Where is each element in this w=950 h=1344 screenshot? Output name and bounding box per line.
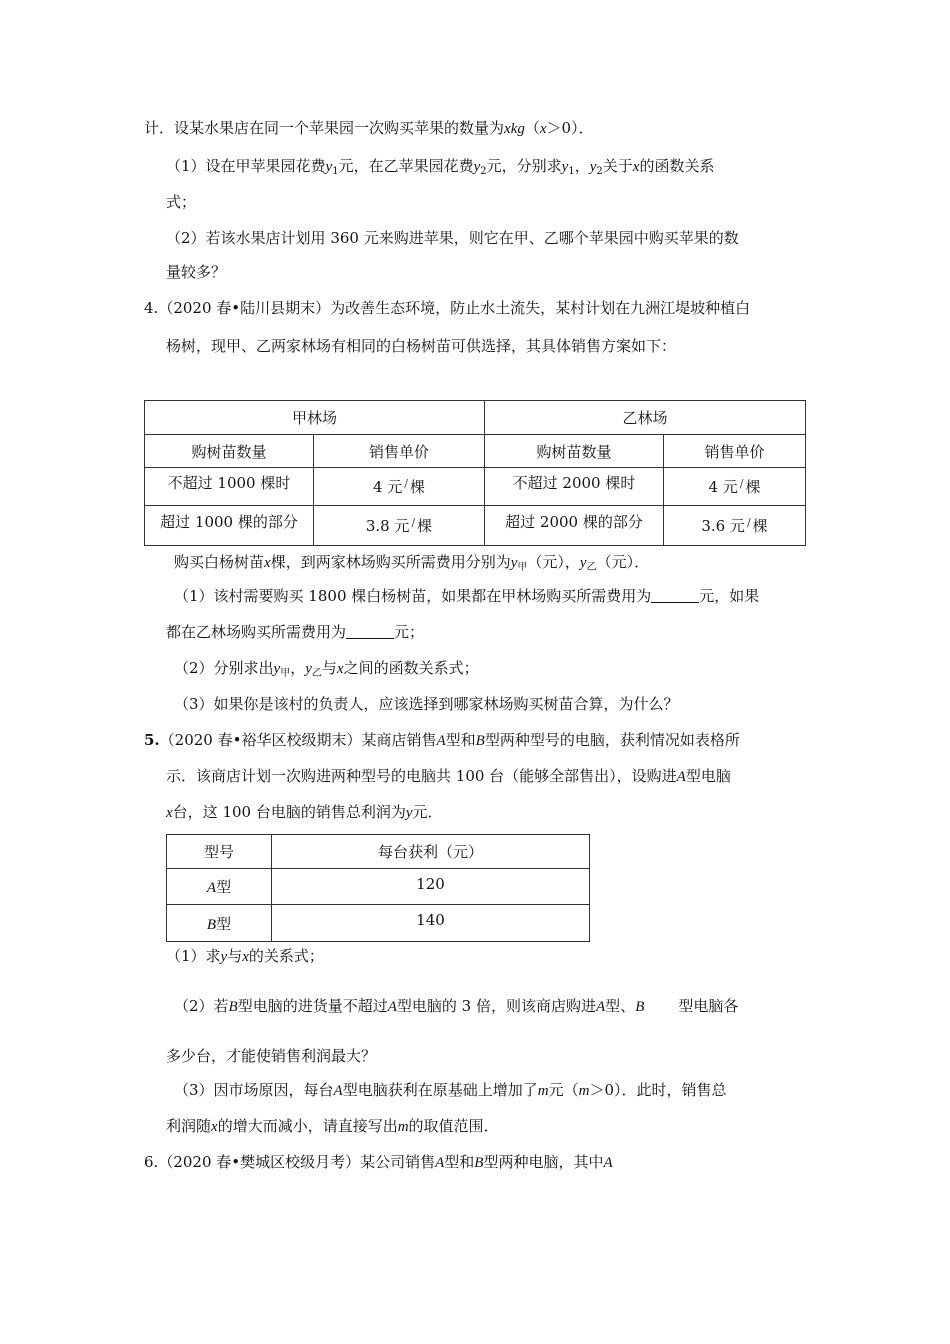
text: 的函数关系 [639, 157, 715, 175]
text: 元，分别求 [486, 157, 562, 175]
text: ＞0）．此时，销售总 [589, 1081, 727, 1099]
var-y: y [273, 661, 281, 677]
col-qty: 购树苗数量 [145, 435, 314, 468]
cell [314, 468, 485, 506]
col-qty: 购树苗数量 [485, 435, 664, 468]
p4-line1 [144, 298, 750, 318]
unit: 棵 [745, 478, 761, 496]
p5-q2-line2: 多少台，才能使销售利润最大？ [166, 1047, 377, 1065]
p5-q1 [166, 946, 324, 967]
cell [664, 468, 806, 506]
var-B: B [474, 1155, 484, 1171]
var-x: x [211, 1119, 218, 1135]
text: 型两种型号的电脑，获利情况如表格所 [484, 731, 740, 749]
text: （元）． [596, 553, 650, 571]
text: （2）若 [174, 997, 229, 1015]
var-y: y [473, 159, 481, 175]
text: 元（ [548, 1081, 579, 1099]
p3-q1-line1 [166, 156, 714, 182]
var-y: y [579, 555, 587, 571]
answer-blank[interactable] [651, 588, 699, 603]
text: 利润随 [166, 1117, 212, 1135]
var-A: A [603, 1155, 613, 1171]
cell: 不超过 2000 棵时 [485, 468, 664, 506]
p4-q3: （3）如果你是该村的负责人，应该选择到哪家林场购买树苗合算，为什么？ [174, 695, 679, 713]
text: （3）因市场原因，每台 [174, 1081, 334, 1099]
text: 与 [227, 947, 243, 965]
header-profit: 每台获利（元） [272, 835, 590, 869]
slash: / [739, 477, 744, 490]
var-x: x [264, 555, 271, 571]
var-m: m [578, 1083, 590, 1099]
p5-q2-line1 [174, 996, 738, 1017]
text: 元； [394, 623, 425, 641]
var-x: x [166, 805, 173, 821]
text: （2020 春•裕华区校级期末）某商店销售 [159, 731, 437, 749]
var-A: A [596, 999, 606, 1015]
subscript: 甲 [280, 668, 291, 679]
slash: / [746, 516, 751, 529]
text: 型电脑各 [678, 997, 739, 1015]
price: 3.6 元 [701, 517, 745, 535]
price: 3.8 元 [365, 517, 410, 535]
cell: 不超过 1000 棵时 [145, 468, 314, 506]
header-yi: 乙林场 [485, 401, 806, 435]
text: ， [574, 157, 590, 175]
p3-q2-line1: （2）若该水果店计划用 360 元来购进苹果，则它在甲、乙哪个苹果园中购买苹果的数 [166, 229, 739, 247]
subscript: 乙 [311, 668, 322, 679]
text: 计．设某水果店在同一个苹果园一次购买苹果的数量为 [144, 119, 505, 137]
unit: 棵 [752, 517, 768, 535]
text: （1）该村需要购买 1800 棵白杨树苗，如果都在甲林场购买所需费用为 [174, 587, 652, 605]
text: 的取值范围． [408, 1117, 499, 1135]
var-y: y [305, 661, 312, 677]
text: 之间的函数关系式； [343, 659, 479, 677]
p4-q1-line2 [166, 622, 424, 642]
text: 型电脑的 3 倍，则该商店购进 [396, 997, 596, 1015]
text: 购买白杨树苗 [174, 553, 265, 571]
p5-line1 [144, 730, 740, 751]
var-m: m [537, 1083, 549, 1099]
var-B: B [206, 916, 217, 933]
var-x: x [632, 159, 640, 175]
unit: 棵 [410, 478, 426, 496]
col-price: 销售单价 [314, 435, 485, 468]
problem-number: 4. [144, 299, 159, 317]
answer-blank[interactable] [346, 624, 394, 639]
var-B: B [475, 733, 485, 749]
text: 型和 [445, 731, 476, 749]
var-A: A [436, 733, 446, 749]
var-y: y [220, 949, 228, 965]
text: 元，在乙苹果园花费 [338, 157, 474, 175]
var-B: B [228, 999, 238, 1015]
var-x: x [242, 949, 249, 965]
var-y: y [405, 805, 413, 821]
text: 型电脑的进货量不超过 [237, 997, 388, 1015]
var-x: x [336, 661, 344, 677]
subscript: 乙 [586, 562, 597, 573]
subscript: 2 [480, 166, 487, 177]
p4-q2 [174, 658, 479, 684]
cell [167, 869, 272, 905]
text: 型两种电脑，其中 [483, 1153, 604, 1171]
text: 型和 [444, 1153, 475, 1171]
header-model: 型号 [167, 835, 272, 869]
var-A: A [206, 880, 217, 896]
text: 的关系式； [248, 947, 324, 965]
text: 的增大而减小，请直接写出 [217, 1117, 398, 1135]
text: 都在乙林场购买所需费用为 [166, 623, 347, 641]
p4-q1-line1 [174, 586, 759, 606]
text: 示．该商店计划一次购进两种型号的电脑共 100 台（能够全部售出），设购进 [166, 767, 677, 785]
text: 元，如果 [699, 587, 760, 605]
text: （2020 春•樊城区校级月考）某公司销售 [158, 1153, 436, 1171]
subscript: 1 [568, 166, 575, 177]
p6-line1 [144, 1152, 613, 1173]
problem-number: 6. [144, 1153, 159, 1171]
cell: 120 [272, 869, 590, 905]
var-m: m [397, 1119, 409, 1135]
p5-line2 [166, 766, 731, 787]
cell [314, 506, 485, 546]
text: 元． [412, 803, 443, 821]
p4-price-table [144, 400, 806, 546]
text: 棵，到两家林场购买所需费用分别为 [270, 553, 511, 571]
p3-intro-line [144, 118, 594, 139]
subscript: 2 [596, 166, 603, 177]
col-price: 销售单价 [664, 435, 806, 468]
var-y: y [589, 159, 597, 175]
p4-after-table [174, 552, 649, 578]
p5-profit-table [166, 834, 590, 942]
p5-q3-line2 [166, 1116, 499, 1137]
slash: / [404, 477, 408, 490]
text: 型 [216, 878, 232, 896]
text: 关于 [602, 157, 633, 175]
slash: / [411, 516, 416, 529]
text: （2020 春•陆川县期末）为改善生态环境，防止水土流失，某村计划在九洲江堤坡种植白 [158, 299, 751, 317]
text: （1）求 [166, 947, 221, 965]
var-y: y [325, 159, 333, 175]
var-A: A [435, 1155, 445, 1171]
cell [664, 506, 806, 546]
var-x: x [539, 121, 547, 137]
price: 4 元 [372, 478, 403, 496]
p4-line2: 杨树，现甲、乙两家林场有相同的白杨树苗可供选择，其具体销售方案如下： [166, 337, 677, 355]
p5-q3-line1 [174, 1080, 726, 1101]
unit: 棵 [417, 517, 433, 535]
cell [167, 905, 272, 942]
text: 型 [216, 914, 232, 933]
cell: 超过 1000 棵的部分 [145, 506, 314, 546]
var-y: y [510, 555, 518, 571]
var-y: y [561, 159, 569, 175]
var-A: A [333, 1083, 343, 1099]
price: 4 元 [708, 478, 738, 496]
subscript: 1 [332, 166, 339, 177]
problem-number: 5. [144, 731, 160, 749]
p5-line3 [166, 802, 443, 823]
header-jia: 甲林场 [145, 401, 485, 435]
p3-q2-line2: 量较多？ [166, 263, 227, 281]
text: 与 [321, 659, 337, 677]
p3-q1-line2: 式； [166, 193, 197, 211]
text: 台，这 100 台电脑的销售总利润为 [172, 803, 406, 821]
var-A: A [676, 769, 686, 785]
text: （元）， [527, 553, 580, 571]
text: ＞0）． [546, 119, 594, 137]
var-x: x [504, 121, 511, 137]
var-A: A [387, 999, 397, 1015]
cell: 超过 2000 棵的部分 [485, 506, 664, 546]
text: 型电脑 [685, 767, 731, 785]
cell: 140 [272, 905, 590, 942]
unit-kg: kg [510, 121, 525, 137]
text: 型、 [605, 997, 636, 1015]
text: ， [290, 659, 306, 677]
var-B: B [635, 999, 645, 1015]
text: （ [524, 119, 540, 137]
text: 型电脑获利在原基础上增加了 [342, 1081, 538, 1099]
text: （2）分别求出 [174, 659, 274, 677]
subscript: 甲 [517, 562, 528, 573]
text: （1）设在甲苹果园花费 [166, 157, 326, 175]
